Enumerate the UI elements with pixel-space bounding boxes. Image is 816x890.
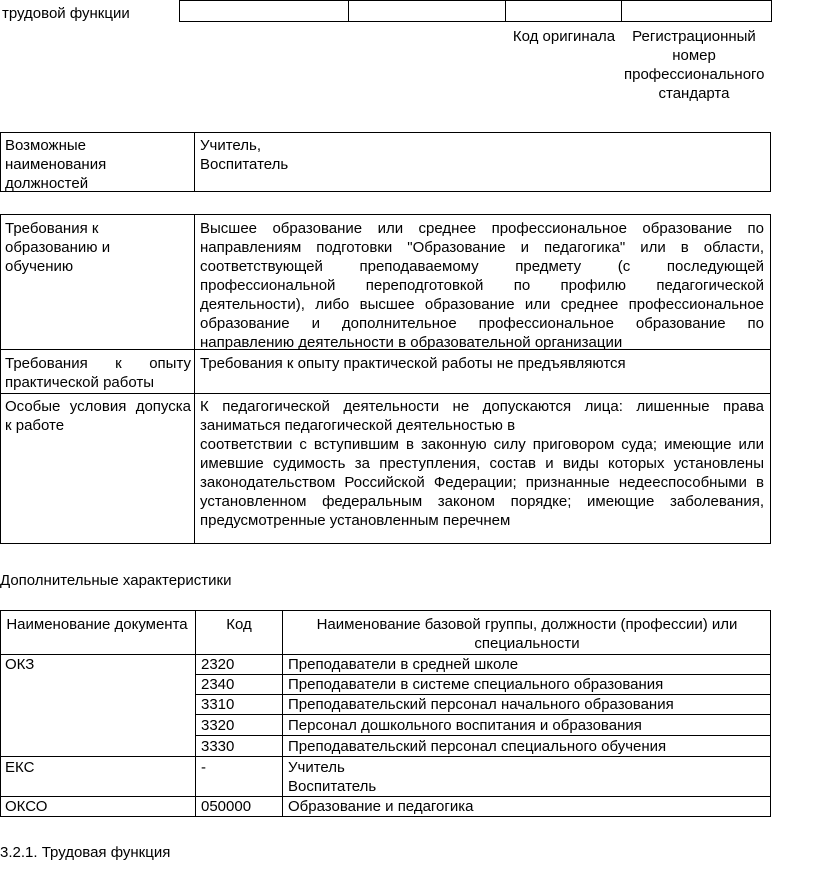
education-value: Высшее образование или среднее профессиональное образование по направлениям подготовки "Образование и педагогика" или в области, соответствующей преподаваемому предмету (с последующей профессиональной переподготовкой по профилю педагогической деятельности), либо высшее образование или среднее профессиональное образование и дополнительное профессиональное образование по направлению деятельности в образовательной организации	[200, 220, 764, 351]
positions-value	[200, 136, 288, 174]
okz-code: 3320	[201, 717, 235, 734]
position-teacher: Учитель,	[200, 137, 262, 154]
okz-name: Преподаватели в системе специального образования	[288, 676, 664, 693]
okz-code: 3310	[201, 696, 235, 713]
education-label: Требования к образованию и обучению	[5, 220, 111, 275]
th-name: Наименование базовой группы, должности (профессии) или специальности	[316, 616, 738, 652]
admission-label: Особые условия допуска к работе	[5, 398, 191, 434]
okz-name: Преподаватели в средней школе	[288, 656, 519, 673]
eks-name	[288, 758, 376, 796]
section-title: 3.2.1. Трудовая функция	[0, 844, 171, 861]
okz-name: Преподавательский персонал начального образования	[288, 696, 674, 713]
header-cell-reg	[621, 0, 772, 22]
experience-value: Требования к опыту практической работы не предъявляются	[200, 355, 626, 372]
experience-label: Требования к опыту практической работы	[5, 355, 191, 391]
eks-label: ЕКС	[5, 759, 35, 776]
okso-label: ОКСО	[5, 798, 48, 815]
okz-code: 2320	[201, 656, 235, 673]
okz-name: Персонал дошкольного воспитания и образования	[288, 717, 642, 734]
code-original-label: Код оригинала	[512, 28, 616, 45]
header-top-text: трудовой функции	[2, 5, 130, 22]
additional-title: Дополнительные характеристики	[0, 572, 232, 589]
reg-number-label: Регистрационный номер профессионального стандарта	[624, 28, 765, 102]
okz-name: Преподавательский персонал специального обучения	[288, 738, 667, 755]
positions-label: Возможные наименования должностей	[5, 137, 107, 192]
eks-code: -	[201, 759, 206, 776]
okso-code: 050000	[201, 798, 252, 815]
admission-value-p1: К педагогической деятельности не допускаются лица: лишенные права заниматься педагогической деятельностью в	[200, 398, 764, 434]
th-doc: Наименование документа	[6, 616, 188, 633]
eks-name-teacher: Учитель	[288, 759, 345, 776]
okso-name: Образование и педагогика	[288, 798, 474, 815]
th-code: Код	[226, 616, 252, 633]
eks-code-cell	[195, 756, 283, 797]
okz-code: 3330	[201, 738, 235, 755]
header-cell-code	[505, 0, 622, 22]
header-cell-1	[179, 0, 349, 22]
position-educator: Воспитатель	[200, 156, 289, 173]
admission-value-p2: соответствии с вступившим в законную силу приговором суда; имеющие или имевшие судимость за преступления, состав и виды которых установлены законодательством Российской Федерации; признанные недееспособными в установленном федеральным законом порядке; имеющие заболевания, предусмотренные установленным перечнем	[200, 436, 764, 529]
eks-name-educator: Воспитатель	[288, 778, 377, 795]
okz-label: ОКЗ	[5, 656, 35, 673]
header-cell-2	[348, 0, 506, 22]
okz-code: 2340	[201, 676, 235, 693]
